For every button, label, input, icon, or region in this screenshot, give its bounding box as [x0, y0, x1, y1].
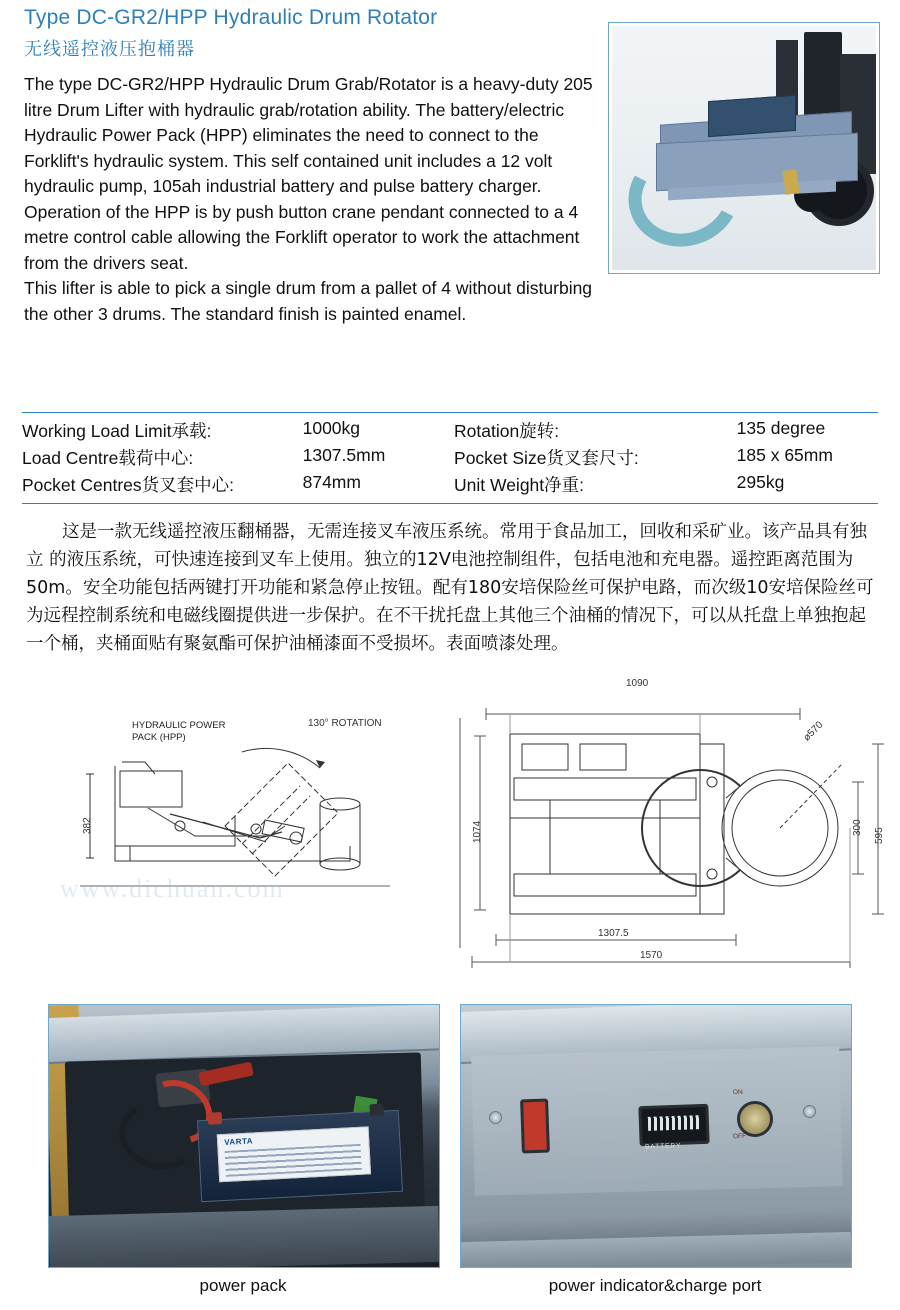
spec-value: 874mm — [302, 472, 361, 492]
hpp-callout — [132, 720, 225, 744]
inner-height-dimension: 300 — [852, 819, 863, 836]
battery-label — [217, 1126, 371, 1182]
height-dimension: 382 — [82, 817, 93, 834]
spec-label: Working Load Limit承载: — [22, 421, 212, 441]
table-row — [22, 417, 878, 444]
intro-paragraph-2: This lifter is able to pick a single drum from a pallet of 4 without disturbing the other 3 drums. The standard finish is painted enamel. — [24, 278, 593, 324]
battery-gauge-label: BATTERY — [644, 1142, 682, 1151]
rotation-label: 130° ROTATION — [308, 718, 382, 729]
diameter-dimension: ø570 — [801, 719, 826, 744]
power-indicator-photo — [460, 1004, 852, 1268]
battery-terminal-negative — [369, 1104, 384, 1117]
load-centre-dimension: 1307.5 — [598, 928, 629, 939]
battery-indicator-bars — [648, 1115, 700, 1131]
spec-label: Rotation旋转: — [454, 421, 560, 441]
specifications-table — [22, 412, 878, 504]
spec-label: Unit Weight净重: — [454, 475, 585, 495]
battery-label-lines — [225, 1144, 362, 1177]
hpp-callout-line1: HYDRAULIC POWER — [132, 720, 226, 731]
enclosure-front-shape — [48, 1206, 439, 1268]
watermark: www.dichuan.com — [60, 874, 285, 903]
technical-drawings — [0, 678, 900, 988]
left-height-dimension: 1074 — [472, 820, 483, 843]
overall-width-dimension: 1570 — [640, 950, 663, 961]
emergency-switch[interactable] — [520, 1099, 550, 1154]
spec-value: 295kg — [736, 472, 785, 492]
spec-label: Pocket Size货叉套尺寸: — [454, 448, 639, 468]
battery-terminal-positive — [208, 1112, 223, 1125]
spec-label: Pocket Centres货叉套中心: — [22, 475, 234, 495]
side-view-drawing — [20, 686, 440, 976]
hydraulic-power-pack-shape — [708, 95, 796, 137]
hpp-callout-line2: PACK (HPP) — [132, 732, 186, 743]
spec-value: 1000kg — [302, 418, 361, 438]
battery-brand-text: VARTA — [223, 1136, 254, 1147]
spec-label: Load Centre载荷中心: — [22, 448, 194, 468]
power-pack-caption: power pack — [199, 1276, 287, 1295]
table-row — [22, 444, 878, 471]
power-pack-photo — [48, 1004, 440, 1268]
battery-indicator-gauge — [638, 1104, 709, 1146]
battery-shape — [197, 1110, 403, 1202]
page-title-chinese: 无线遥控液压抱桶器 — [24, 39, 195, 59]
outer-height-dimension: 595 — [874, 827, 885, 844]
intro-paragraph-1: The type DC-GR2/HPP Hydraulic Drum Grab/Rotator is a heavy-duty 205 litre Drum Lifter with hydraulic grab/rotation ability. The battery/electric Hydraulic Power Pack (HPP) eliminates the need to connect to the Forklift's hydraulic system. This self contained unit includes a 12 volt hydraulic pump, 105ah industrial battery and pulse battery charger. Operation of the HPP is by push button crane pendant connected to a 4 metre control cable allowing the Forklift operator to work the attachment from the drivers seat. — [24, 74, 593, 273]
product-photo-inner — [612, 26, 876, 270]
control-panel-content — [461, 1005, 851, 1267]
panel-screw — [489, 1111, 502, 1124]
key-switch-on-label: ON — [732, 1088, 743, 1097]
power-pack-photo-content — [49, 1005, 439, 1267]
chinese-description: 这是一款无线遥控液压翻桶器，无需连接叉车液压系统。常用于食品加工，回收和采矿业。该产品具有独立 的液压系统，可快速连接到叉车上使用。独立的12V电池控制组件，包括电池和充电器。遥控距离范围为50m。安全功能包括两键打开功能和紧急停止按钮。配有180安培保险丝可保护电路，而次级10安培保险丝可为远程控制系统和电磁线圈提供进一步保护。在不干扰托盘上其他三个油桶的情况下，可以从托盘上单独抱起一个桶，夹桶面贴有聚氨酯可保护油桶漆面不受损坏。表面喷漆处理。 — [26, 522, 874, 654]
front-view-svg — [450, 678, 890, 978]
top-width-dimension: 1090 — [626, 678, 649, 689]
spec-value: 135 degree — [736, 418, 826, 438]
panel-screw — [803, 1105, 816, 1118]
product-photo — [608, 22, 880, 274]
key-switch-off-label: OFF — [732, 1132, 747, 1141]
table-row — [22, 471, 878, 498]
page-title: Type DC-GR2/HPP Hydraulic Drum Rotator — [24, 6, 438, 29]
intro-text — [24, 72, 604, 327]
power-indicator-caption: power indicator&charge port — [548, 1276, 762, 1295]
spec-value: 1307.5mm — [302, 445, 386, 465]
front-view-drawing — [450, 678, 890, 978]
spec-value: 185 x 65mm — [736, 445, 833, 465]
